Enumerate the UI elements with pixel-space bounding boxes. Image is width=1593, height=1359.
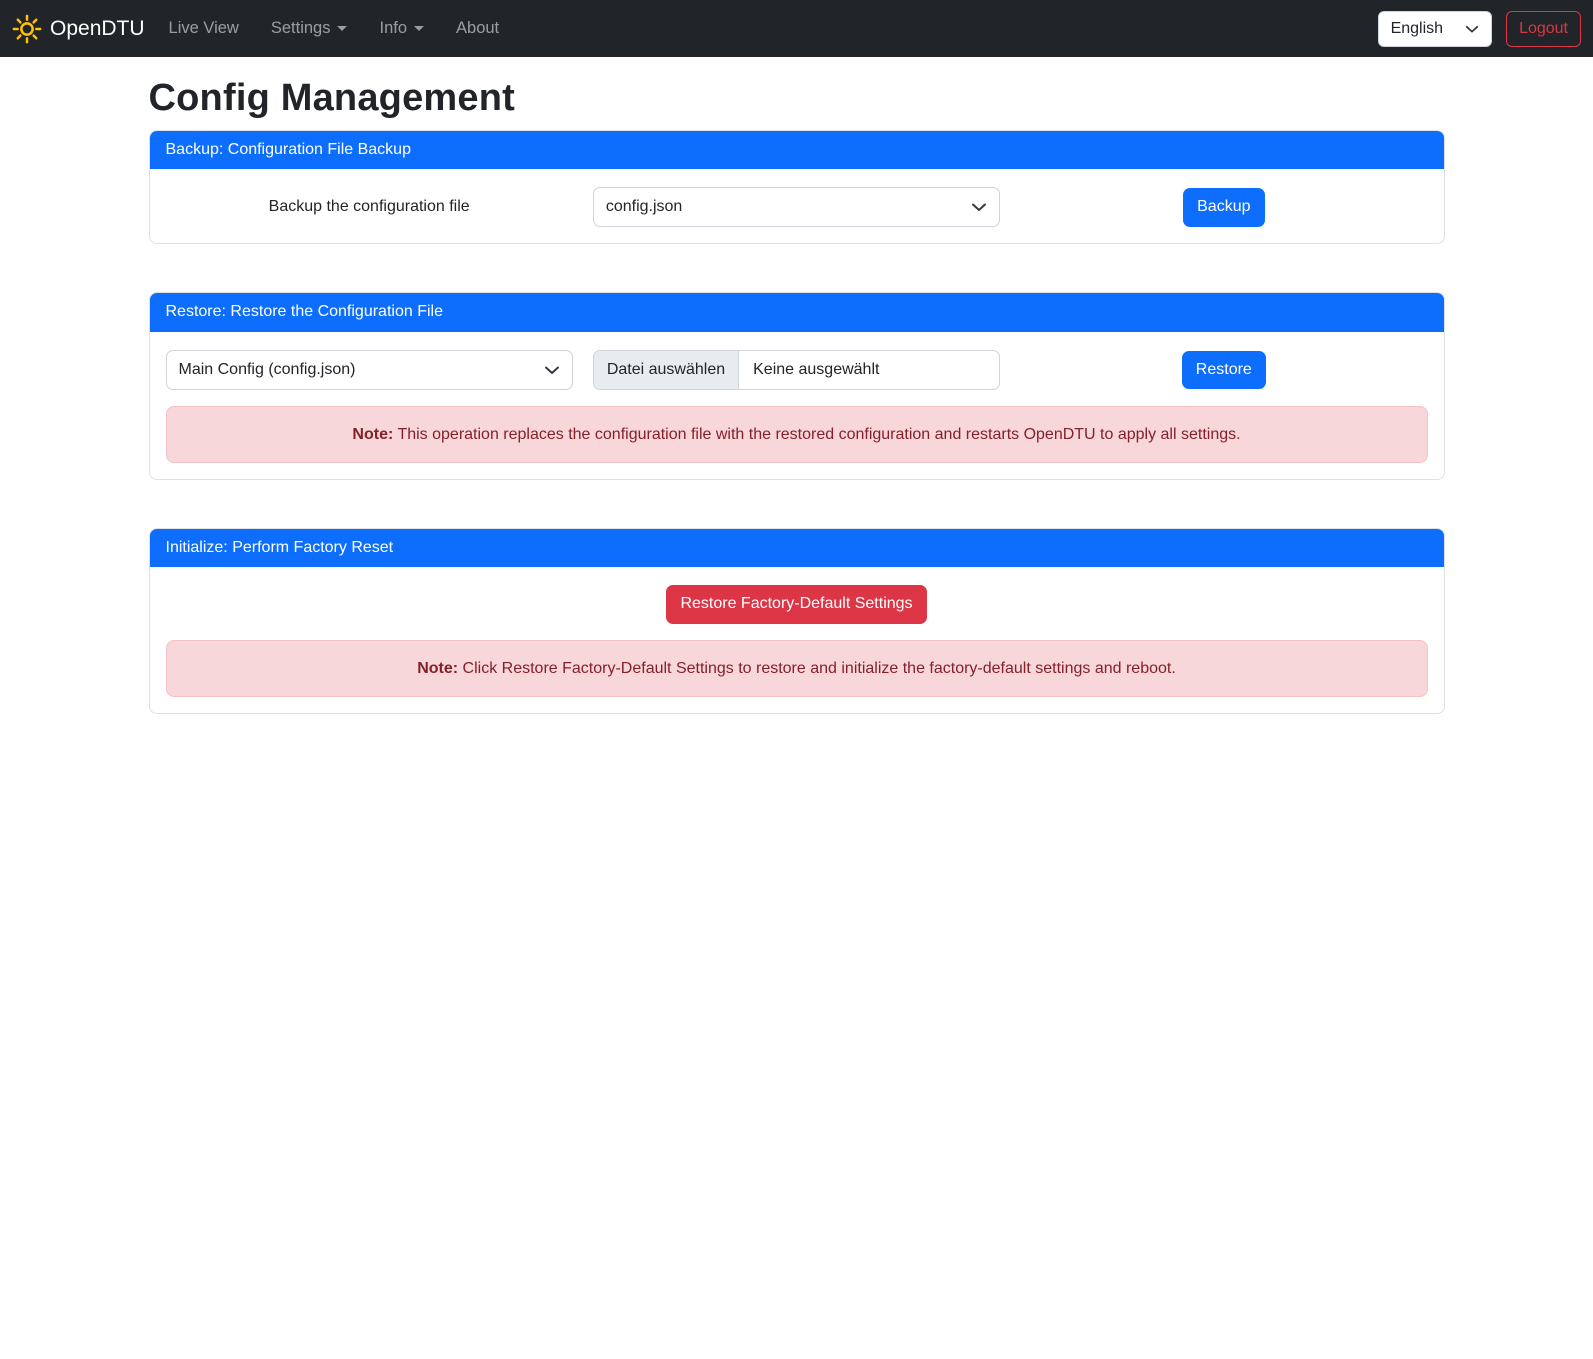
caret-down-icon [337, 26, 347, 31]
restore-button[interactable]: Restore [1182, 351, 1266, 389]
brand-label: OpenDTU [50, 16, 145, 40]
nav-items [169, 11, 532, 46]
restore-card-header: Restore: Restore the Configuration File [150, 293, 1444, 331]
note-text: This operation replaces the configuration file with the restored configuration and restarts OpenDTU to apply all settings. [397, 425, 1241, 443]
restore-file-input[interactable] [593, 350, 1000, 390]
page-title: Config Management [148, 77, 516, 119]
language-selected-value: English [1390, 19, 1444, 37]
restore-note-alert [166, 406, 1428, 463]
backup-file-select[interactable] [593, 187, 1000, 227]
note-label: Note: [417, 659, 459, 677]
main-content [137, 77, 1457, 714]
backup-file-select-value: config.json [605, 198, 683, 216]
note-label: Note: [352, 425, 394, 443]
backup-button[interactable]: Backup [1183, 188, 1264, 226]
factory-reset-card [149, 528, 1445, 714]
file-choose-button[interactable]: Datei auswählen [594, 351, 739, 389]
caret-down-icon [414, 26, 424, 31]
backup-card-body [150, 169, 1444, 243]
nav-item-info[interactable]: Info [379, 11, 424, 46]
backup-card-header: Backup: Configuration File Backup [150, 131, 1444, 169]
factory-reset-button[interactable]: Restore Factory-Default Settings [666, 585, 926, 623]
sun-icon [12, 14, 42, 44]
language-select[interactable] [1378, 11, 1492, 47]
note-text: Click Restore Factory-Default Settings to restore and initialize the factory-default settings and reboot. [462, 659, 1176, 677]
restore-card-body [150, 332, 1444, 479]
backup-card [149, 130, 1445, 244]
chevron-down-icon [544, 362, 560, 378]
navbar [0, 0, 1593, 57]
factory-reset-card-header: Initialize: Perform Factory Reset [150, 529, 1444, 567]
chevron-down-icon [971, 199, 987, 215]
nav-item-settings[interactable]: Settings [271, 11, 348, 46]
nav-item-about[interactable]: About [456, 19, 500, 37]
backup-file-label: Backup the configuration file [268, 198, 470, 216]
restore-config-select[interactable] [166, 350, 573, 390]
brand-link[interactable] [12, 14, 145, 44]
factory-reset-card-body [150, 567, 1444, 713]
restore-card [149, 292, 1445, 480]
restore-config-select-value: Main Config (config.json) [178, 360, 356, 378]
nav-item-live-view[interactable]: Live View [168, 19, 239, 37]
factory-note-alert [166, 640, 1428, 697]
file-status-text: Keine ausgewählt [753, 360, 880, 378]
chevron-down-icon [1465, 22, 1479, 36]
logout-button[interactable]: Logout [1506, 11, 1581, 47]
